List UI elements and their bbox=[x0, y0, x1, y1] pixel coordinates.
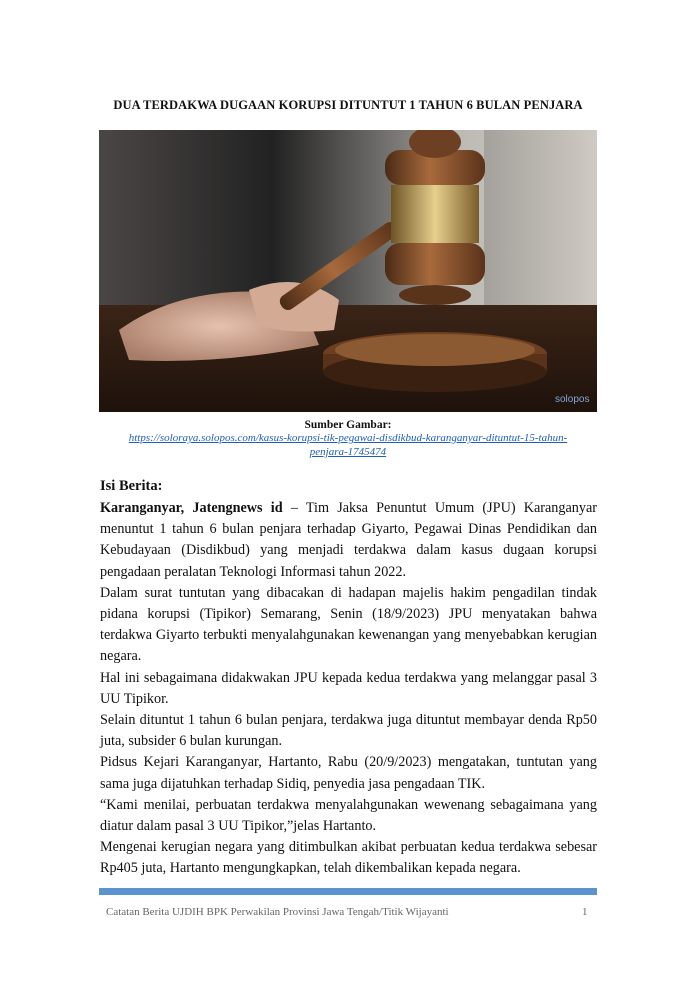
page-number: 1 bbox=[582, 906, 588, 918]
paragraph: Selain dituntut 1 tahun 6 bulan penjara, terdakwa juga dituntut membayar denda Rp50 juta, subsider 6 bulan kurungan. bbox=[100, 712, 597, 750]
dateline: Karanganyar, Jatengnews id bbox=[100, 500, 283, 516]
paragraph: Karanganyar, Jatengnews id – Tim Jaksa Penuntut Umum (JPU) Karanganyar menuntut 1 tahun 6 bulan penjara terhadap Giyarto, Pegawai Dinas Pendidikan dan Kebudayaan (Disdikbud) yang menjadi terdakwa dalam kasus dugaan korupsi pengadaan peralatan Teknologi Informasi tahun 2022. bbox=[100, 500, 598, 580]
watermark: solopos bbox=[555, 394, 590, 405]
paragraph: “Kami menilai, perbuatan terdakwa menyalahgunakan wewenang sebagaimana yang diatur dalam pasal 3 UU Tipikor,”jelas Hartanto. bbox=[100, 796, 597, 835]
footer-text: Catatan Berita UJDIH BPK Perwakilan Provinsi Jawa Tengah/Titik Wijayanti bbox=[106, 906, 449, 918]
paragraph: Dalam surat tuntutan yang dibacakan di hadapan majelis hakim pengadilan tindak pidana korupsi (Tipikor) Semarang, Senin (18/9/2023) JPU menyatakan bahwa terdakwa Giyarto terbukti menyalahgunakan kewenangan yang menyebabkan kerugian negara. bbox=[100, 584, 597, 665]
caption-label: Sumber Gambar: bbox=[304, 419, 392, 431]
document-title: DUA TERDAKWA DUGAAN KORUPSI DITUNTUT 1 TAHUN 6 BULAN PENJARA bbox=[113, 98, 583, 112]
source-link[interactable]: https://soloraya.solopos.com/kasus-korupsi-tik-pegawai-disdikbud-karanganyar-dituntut-15-tahun-penjara-1745474 bbox=[128, 432, 568, 458]
paragraph: Pidsus Kejari Karanganyar, Hartanto, Rabu (20/9/2023) mengatakan, tuntutan yang sama juga dijatuhkan terhadap Sidiq, penyedia jasa pengadaan TIK. bbox=[100, 754, 597, 792]
paragraph: Mengenai kerugian negara yang ditimbulkan akibat perbuatan kedua terdakwa sebesar Rp405 juta, Hartanto mengungkapkan, telah dikembalikan kepada negara. bbox=[100, 839, 597, 877]
section-heading: Isi Berita: bbox=[100, 478, 163, 494]
footer-divider bbox=[99, 888, 597, 895]
gavel-photo bbox=[99, 130, 597, 412]
article-body bbox=[100, 498, 597, 880]
paragraph: Hal ini sebagaimana didakwakan JPU kepada kedua terdakwa yang melanggar pasal 3 UU Tipikor. bbox=[100, 669, 597, 707]
